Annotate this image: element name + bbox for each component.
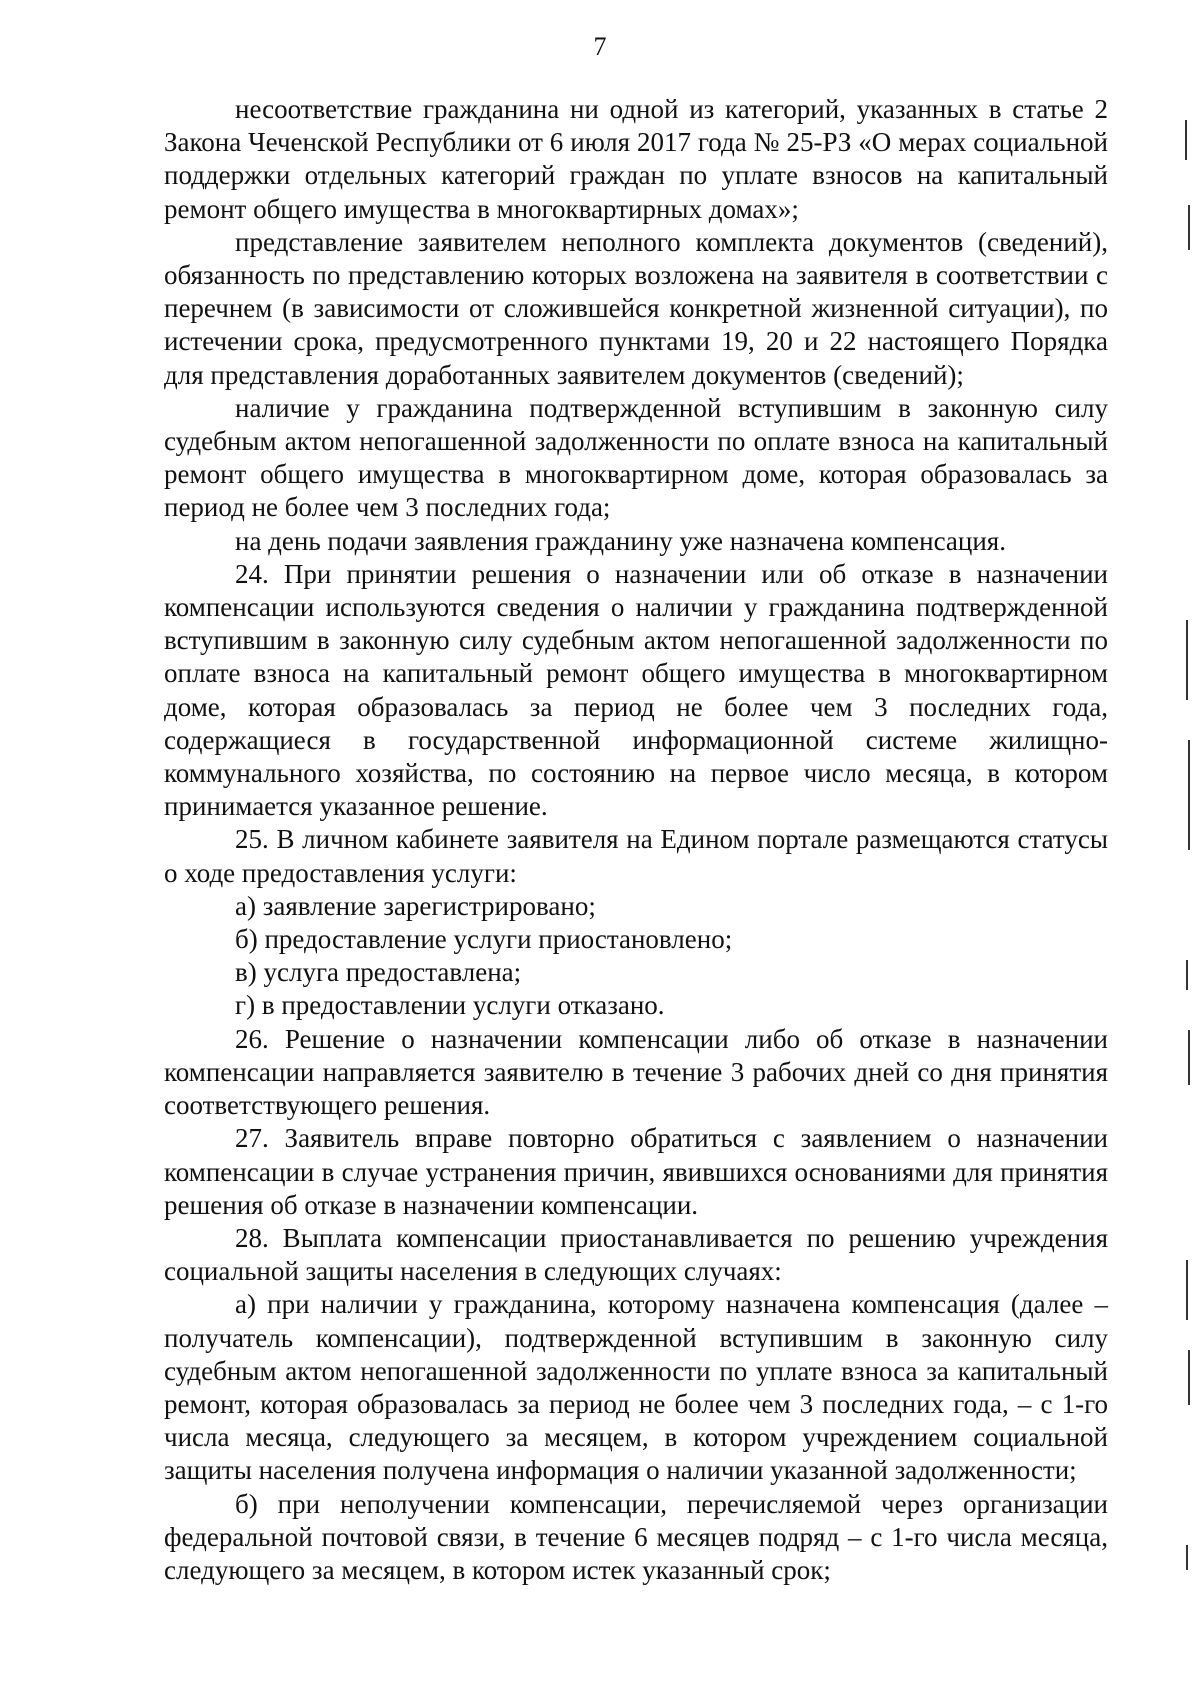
paragraph-item-28: 28. Выплата компенсации приостанавливается по решению учреждения социальной защиты населения в следующих случаях: — [164, 1222, 1108, 1287]
paragraph-incomplete-documents: представление заявителем неполного комплекта документов (сведений), обязанность по представлению которых возложена на заявителя в соответствии с перечнем (в зависимости от сложившейся конкретной жизненной ситуации), по истечении срока, предусмотренного пунктами 19, 20 и 22 настоящего Порядка для представления доработанных заявителем документов (сведений); — [164, 226, 1108, 390]
list-item-status-a: а) заявление зарегистрировано; — [235, 890, 596, 921]
paragraph-already-assigned: на день подачи заявления гражданину уже назначена компенсация. — [235, 525, 1006, 556]
paragraph-item-24: 24. При принятии решения о назначении или об отказе в назначении компенсации используются сведения о наличии у гражданина подтвержденной вступившим в законную силу судебным актом непогашенной задолженности по оплате взноса на капитальный ремонт общего имущества в многоквартирном доме, которая образовалась за период не более чем 3 последних года, содержащиеся в государственной информационной системе жилищно-коммунального хозяйства, по состоянию на первое число месяца, в котором принимается указанное решение. — [164, 558, 1108, 822]
scan-edge-mark — [1188, 1350, 1190, 1405]
paragraph-debt-presence: наличие у гражданина подтвержденной вступившим в законную силу судебным актом непогашенной задолженности по оплате взноса на капитальный ремонт общего имущества в многоквартирном доме, которая образовалась за период не более чем 3 последних года; — [164, 392, 1108, 523]
scan-edge-mark — [1186, 960, 1188, 990]
paragraph-item-26: 26. Решение о назначении компенсации либо об отказе в назначении компенсации направляется заявителю в течение 3 рабочих дней со дня принятия соответствующего решения. — [164, 1023, 1108, 1121]
list-item-status-v: в) услуга предоставлена; — [235, 957, 522, 988]
page-number: 7 — [593, 32, 607, 61]
scan-edge-mark — [1186, 1545, 1188, 1570]
scan-edge-mark — [1188, 740, 1190, 850]
list-item-status-b: б) предоставление услуги приостановлено; — [235, 924, 733, 955]
list-item-status-g: г) в предоставлении услуги отказано. — [235, 990, 665, 1021]
document-body — [164, 93, 1108, 1587]
scan-edge-mark — [1185, 120, 1187, 160]
paragraph-item-28-b: б) при неполучении компенсации, перечисляемой через организации федеральной почтовой связи, в течение 6 месяцев подряд – с 1-го числа месяца, следующего за месяцем, в котором истек указанный срок; — [164, 1488, 1108, 1585]
scan-edge-mark — [1186, 620, 1188, 700]
paragraph-item-25: 25. В личном кабинете заявителя на Едином портале размещаются статусы о ходе предоставления услуги: — [164, 824, 1108, 888]
paragraph-category-mismatch: несоответствие гражданина ни одной из категорий, указанных в статье 2 Закона Чеченской Республики от 6 июля 2017 года № 25-РЗ «О мерах социальной поддержки отдельных категорий граждан по уплате взносов на капитальный ремонт общего имущества в многоквартирных домах»; — [164, 94, 1108, 224]
scan-edge-mark — [1188, 205, 1190, 250]
paragraph-item-27: 27. Заявитель вправе повторно обратиться с заявлением о назначении компенсации в случае устранения причин, явившихся основаниями для принятия решения об отказе в назначении компенсации. — [164, 1123, 1108, 1220]
scan-edge-mark — [1188, 1030, 1190, 1085]
paragraph-item-28-a: а) при наличии у гражданина, которому назначена компенсация (далее – получатель компенсации), подтвержденной вступившим в законную силу судебным актом непогашенной задолженности по уплате взноса за капитальный ремонт, которая образовалась за период не более чем 3 последних года, – с 1-го числа месяца, следующего за месяцем, в котором учреждением социальной защиты населения получена информация о наличии указанной задолженности; — [164, 1289, 1108, 1486]
scan-edge-mark — [1186, 1260, 1188, 1320]
